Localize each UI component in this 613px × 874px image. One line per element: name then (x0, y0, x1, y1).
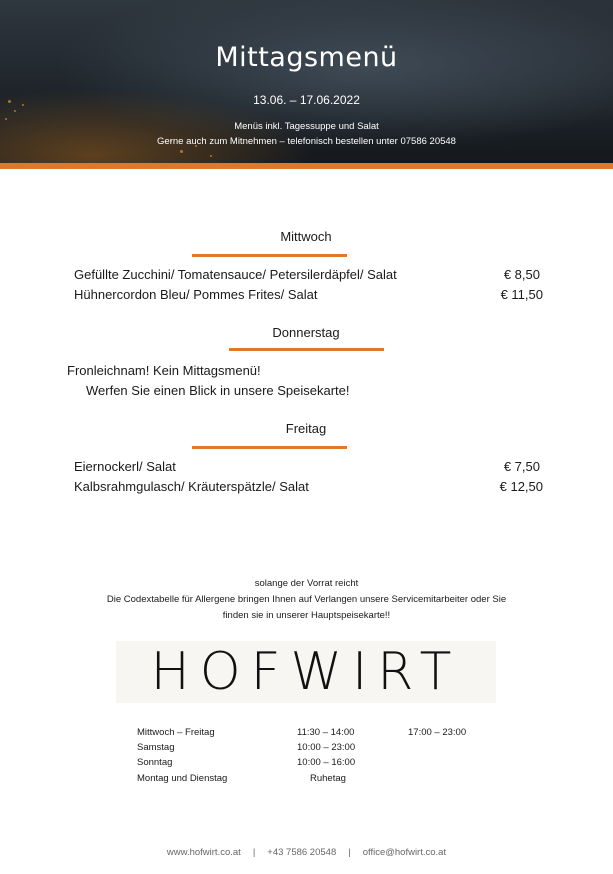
footer-separator: | (348, 847, 351, 858)
footer-separator: | (252, 847, 256, 858)
hours-time: 10:00 – 23:00 (297, 742, 356, 753)
logo-text: HOFWIRT (150, 642, 462, 702)
decor-speck (14, 110, 16, 112)
header-banner (0, 0, 613, 163)
dish-price: € 8,50 (503, 267, 540, 282)
decor-speck (180, 150, 183, 153)
email-link[interactable]: office@hofwirt.co.at (362, 847, 447, 858)
dish-name: Gefüllte Zucchini/ Tomatensauce/ Petersilerdäpfel/ Salat (74, 267, 397, 282)
day-divider (192, 446, 347, 449)
day-title-thursday: Donnerstag (272, 325, 340, 340)
allergen-note: Die Codextabelle für Allergene bringen Ihnen auf Verlangen unsere Servicemitarbeiter oder Sie (106, 594, 507, 605)
hours-days: Samstag (137, 742, 175, 753)
header-note: Menüs inkl. Tagessuppe und Salat (234, 121, 379, 132)
logo (116, 641, 496, 703)
hours-days: Sonntag (137, 757, 173, 768)
supply-note: solange der Vorrat reicht (254, 578, 359, 589)
holiday-note: Fronleichnam! Kein Mittagsmenü! (67, 363, 261, 378)
decor-speck (210, 155, 212, 157)
day-title-wednesday: Mittwoch (280, 229, 332, 244)
menu-hint: Werfen Sie einen Blick in unsere Speisekarte! (86, 383, 350, 398)
header-order-note: Gerne auch zum Mitnehmen – telefonisch bestellen unter 07586 20548 (157, 136, 456, 147)
hours-closed: Ruhetag (310, 773, 346, 784)
hours-time: 11:30 – 14:00 (297, 727, 355, 738)
dish-name: Eiernockerl/ Salat (74, 459, 176, 474)
website-link[interactable]: www.hofwirt.co.at (166, 847, 241, 858)
dish-price: € 7,50 (503, 459, 540, 474)
phone-link[interactable]: +43 7586 20548 (267, 847, 337, 858)
hours-time: 10:00 – 16:00 (297, 757, 356, 768)
allergen-note-continued: finden sie in unserer Hauptspeisekarte!! (222, 610, 391, 621)
hours-days: Mittwoch – Freitag (137, 727, 215, 738)
hours-days: Montag und Dienstag (137, 773, 228, 784)
hours-time-evening: 17:00 – 23:00 (408, 727, 467, 738)
dish-name: Hühnercordon Bleu/ Pommes Frites/ Salat (74, 287, 318, 302)
decor-speck (5, 118, 7, 120)
footer-contact (0, 847, 613, 858)
dish-name: Kalbsrahmgulasch/ Kräuterspätzle/ Salat (74, 479, 309, 494)
dish-price: € 11,50 (500, 287, 543, 302)
day-title-friday: Freitag (285, 421, 327, 436)
page-title: Mittagsmenü (215, 42, 398, 73)
day-divider (229, 348, 384, 351)
dish-price: € 12,50 (499, 479, 543, 494)
header-accent-stripe (0, 163, 613, 169)
day-divider (192, 254, 347, 257)
date-range: 13.06. – 17.06.2022 (253, 93, 360, 107)
